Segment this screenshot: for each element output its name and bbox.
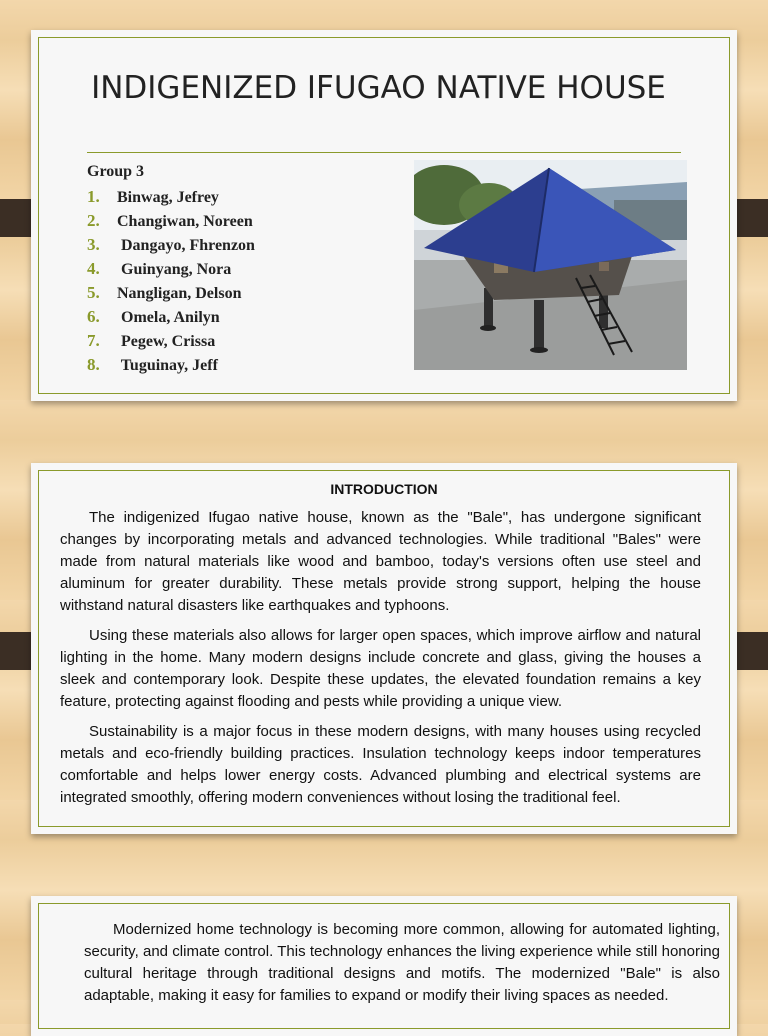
member-list	[87, 185, 255, 377]
list-item: 3. Dangayo, Fhrenzon	[87, 235, 255, 254]
title-divider	[87, 152, 681, 153]
list-item: 2. Changiwan, Noreen	[87, 211, 253, 230]
paragraph: Modernized home technology is becoming more common, allowing for automated lighting, security, and climate control. This technology enhances the living experience while still honoring cultural heritage through traditional designs and motifs. The modernized "Bale" is also adaptable, making it easy for families to expand or modify their living spaces as needed.	[84, 921, 720, 1004]
group-label: Group 3	[87, 163, 145, 180]
continuation-body	[84, 919, 720, 1015]
list-item: 6. Omela, Anilyn	[87, 307, 220, 326]
slide-introduction	[31, 463, 737, 834]
page-title: INDIGENIZED IFUGAO NATIVE HOUSE	[91, 70, 666, 106]
house-photo	[414, 160, 687, 370]
list-item: 5. Nangligan, Delson	[87, 283, 242, 302]
slide-title-page	[31, 30, 737, 401]
list-item: 4. Guinyang, Nora	[87, 259, 232, 278]
list-item: 7. Pegew, Crissa	[87, 331, 216, 350]
paragraph: The indigenized Ifugao native house, known as the "Bale", has undergone significant changes by incorporating metals and advanced technologies. While traditional "Bales" were made from natural materials like wood and bamboo, today's versions often use steel and aluminum for greater durability. These metals provide strong support, helping the house withstand natural disasters like earthquakes and typhoons.	[60, 509, 701, 614]
intro-body	[60, 507, 701, 817]
section-heading: INTRODUCTION	[330, 481, 438, 497]
list-item: 1. Binwag, Jefrey	[87, 187, 219, 206]
paragraph: Sustainability is a major focus in these modern designs, with many houses using recycled metals and eco-friendly building practices. Insulation technology keeps indoor temperatures comfortable and helps lower energy costs. Advanced plumbing and electrical systems are integrated smoothly, offering modern conveniences without losing the traditional feel.	[60, 723, 701, 806]
paragraph: Using these materials also allows for larger open spaces, which improve airflow and natural lighting in the home. Many modern designs include concrete and glass, giving the houses a sleek and contemporary look. Despite these updates, the elevated foundation remains a key feature, protecting against flooding and pests while providing a unique view.	[60, 627, 701, 710]
list-item: 8. Tuguinay, Jeff	[87, 355, 218, 374]
slide-continuation	[31, 896, 737, 1036]
